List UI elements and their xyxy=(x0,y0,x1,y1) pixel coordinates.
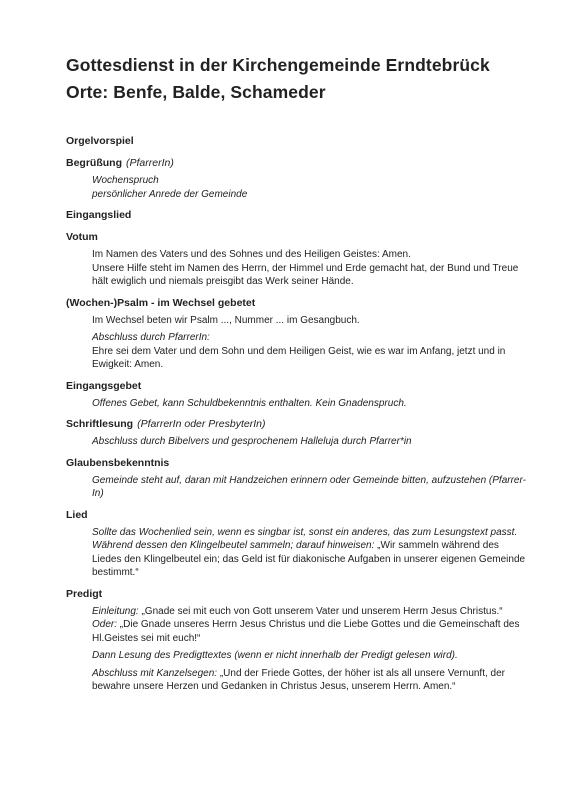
section-heading: (Wochen-)Psalm - im Wechsel gebetet xyxy=(66,296,256,309)
lied-announcement: „Wir sammeln während des Liedes den Klingelbeutel ein; das Geld ist für diakonische Aufgaben in unserer eigenen Gemeinde bestimmt.“ xyxy=(92,540,526,578)
section-predigt xyxy=(66,587,526,694)
section-begruessung xyxy=(66,156,526,201)
section-eingangsgebet xyxy=(66,379,526,411)
section-heading: Eingangslied xyxy=(66,209,132,221)
section-heading: Begrüßung xyxy=(66,157,122,169)
section-heading: Orgelvorspiel xyxy=(66,135,134,147)
abschluss-text: „Und der Friede Gottes, der höher ist als all unsere Vernunft, der bewahre unsere Herzen und Gedanken in Christus Jesus, unserem Herrn. Amen.“ xyxy=(92,667,506,692)
section-heading: Schriftlesung xyxy=(66,418,134,430)
section-orgelvorspiel xyxy=(66,134,526,149)
section-body xyxy=(92,605,526,694)
einleitung-label: Einleitung: xyxy=(92,605,139,617)
section-heading: Eingangsgebet xyxy=(66,379,142,392)
document-page xyxy=(66,52,526,701)
section-heading: Glaubensbekenntnis xyxy=(66,456,170,469)
psalm-text-2: Ehre sei dem Vater und dem Sohn und dem Heiligen Geist, wie es war im Anfang, jetzt und in Ewigkeit: Amen. xyxy=(92,345,506,370)
abschluss-label: Abschluss mit Kanzelsegen: xyxy=(92,667,218,679)
lied-text xyxy=(92,526,526,580)
section-heading: Votum xyxy=(66,231,98,243)
einleitung-text-b: „Die Gnade unseres Herrn Jesus Christus und die Liebe Gottes und die Gemeinschaft des Hl.Geistes sei mit euch!“ xyxy=(92,619,520,644)
section-lied xyxy=(66,508,526,580)
liturgy-sections xyxy=(66,134,526,694)
section-heading: Predigt xyxy=(66,587,103,600)
section-eingangslied xyxy=(66,208,526,223)
section-votum xyxy=(66,230,526,289)
section-heading: Lied xyxy=(66,508,88,521)
section-body xyxy=(92,174,526,201)
section-psalm xyxy=(66,296,526,372)
predigt-lesung: Dann Lesung des Predigttextes (wenn er nicht innerhalb der Predigt gelesen wird). xyxy=(92,650,458,661)
section-glaubensbekenntnis xyxy=(66,456,526,501)
begruessung-line-2: persönlicher Anrede der Gemeinde xyxy=(92,188,248,200)
section-note: (PfarrerIn) xyxy=(126,157,174,169)
section-note: (PfarrerIn oder PresbyterIn) xyxy=(137,418,266,430)
psalm-label: Abschluss durch PfarrerIn: xyxy=(92,332,210,343)
section-body xyxy=(92,314,526,372)
begruessung-line-1: Wochenspruch xyxy=(92,175,159,186)
title-line-1: Gottesdienst in der Kirchengemeinde Erndtebrück xyxy=(66,55,490,75)
eingangsgebet-text: Offenes Gebet, kann Schuldbekenntnis enthalten. Kein Gnadenspruch. xyxy=(92,397,407,409)
psalm-text-1: Im Wechsel beten wir Psalm ..., Nummer ... im Gesangbuch. xyxy=(92,314,360,326)
section-schriftlesung xyxy=(66,417,526,449)
predigt-einleitung xyxy=(92,605,526,646)
document-title xyxy=(66,52,526,106)
lied-instruction: Sollte das Wochenlied sein, wenn es singbar ist, sonst ein anderes, das zum Lesungstext passt. Während dessen den Klingelbeutel sammeln; darauf hinweisen: xyxy=(92,526,518,551)
section-heading-wrap xyxy=(66,417,526,432)
title-line-2: Orte: Benfe, Balde, Schameder xyxy=(66,82,326,102)
einleitung-text-a: „Gnade sei mit euch von Gott unserem Vater und unserem Herrn Jesus Christus.“ xyxy=(138,605,503,617)
schriftlesung-text: Abschluss durch Bibelvers und gesprochenem Halleluja durch Pfarrer*in xyxy=(92,436,412,447)
votum-text: Im Namen des Vaters und des Sohnes und des Heiligen Geistes: Amen. Unsere Hilfe steht im Namen des Herrn, der Himmel und Erde gemacht hat, der Bund und Treue hält ewiglich und niemals preisgibt das Werk seiner Hände. xyxy=(92,249,519,287)
oder-label: Oder: xyxy=(92,619,118,630)
glaubensbekenntnis-text: Gemeinde steht auf, daran mit Handzeichen erinnern oder Gemeinde bitten, aufzustehen (Pfarrer-In) xyxy=(92,474,526,499)
section-heading-wrap xyxy=(66,156,526,171)
predigt-abschluss xyxy=(92,667,526,694)
